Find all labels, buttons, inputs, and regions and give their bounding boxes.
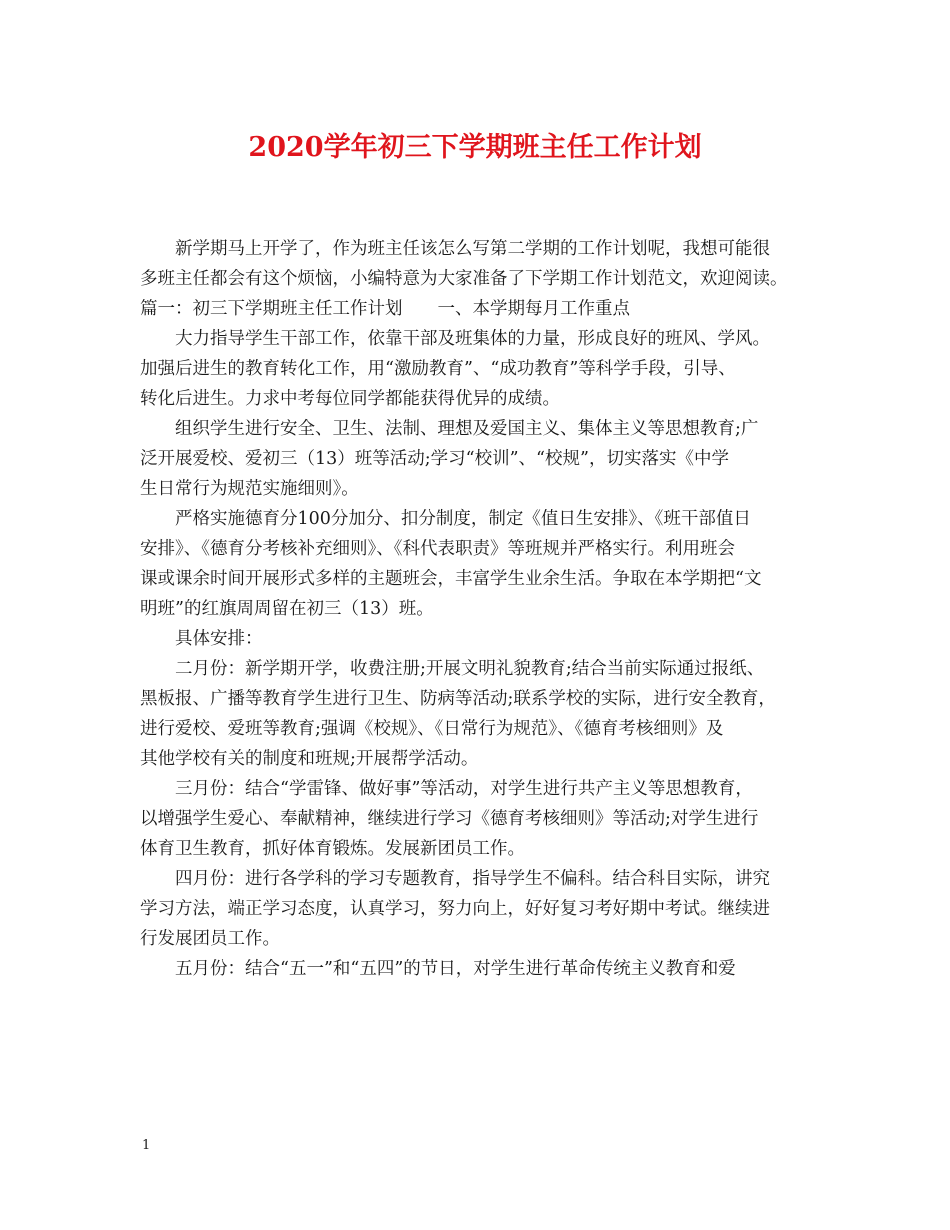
text-line: 安排》、《德育分考核补充细则》、《科代表职责》等班规并严格实行。利用班会 xyxy=(140,539,735,559)
text-line: 严格实施德育分100分加分、扣分制度，制定《值日生安排》、《班干部值日 xyxy=(175,509,751,529)
document-body xyxy=(140,234,830,984)
text-line: 明班”的红旗周周留在初三（13）班。 xyxy=(140,599,434,619)
text-line: 组织学生进行安全、卫生、法制、理想及爱国主义、集体主义等思想教育;广 xyxy=(175,419,759,439)
text-line: 大力指导学生干部工作，依靠干部及班集体的力量，形成良好的班风、学风。 xyxy=(175,329,770,349)
paragraph-rules xyxy=(140,504,830,624)
document-title: 2020学年初三下学期班主任工作计划 xyxy=(248,132,702,163)
text-line: 课或课余时间开展形式多样的主题班会，丰富学生业余生活。争取在本学期把“文 xyxy=(140,569,762,589)
text-line: 转化后进生。力求中考每位同学都能获得优异的成绩。 xyxy=(140,389,560,409)
text-line: 其他学校有关的制度和班规;开展帮学活动。 xyxy=(140,749,479,769)
text-line: 三月份：结合“学雷锋、做好事”等活动，对学生进行共产主义等思想教育， xyxy=(175,779,753,799)
text-line: 以增强学生爱心、奉献精神，继续进行学习《德育考核细则》等活动;对学生进行 xyxy=(140,809,759,829)
text-line: 四月份：进行各学科的学习专题教育，指导学生不偏科。结合科目实际，讲究 xyxy=(175,869,770,889)
text-line: 五月份：结合“五一”和“五四”的节日，对学生进行革命传统主义教育和爱 xyxy=(175,959,736,979)
text-line: 生日常行为规范实施细则》。 xyxy=(140,479,359,499)
paragraph-intro xyxy=(140,234,830,324)
text-line: 多班主任都会有这个烦恼，小编特意为大家准备了下学期工作计划范文，欢迎阅读。 xyxy=(140,269,788,289)
text-line: 黑板报、广播等教育学生进行卫生、防病等活动;联系学校的实际，进行安全教育， xyxy=(140,689,776,709)
text-line: 二月份：新学期开学，收费注册;开展文明礼貌教育;结合当前实际通过报纸、 xyxy=(175,659,765,679)
text-line: 进行爱校、爱班等教育;强调《校规》、《日常行为规范》、《德育考核细则》及 xyxy=(140,719,724,739)
text-line: 加强后进生的教育转化工作，用“激励教育”、“成功教育”等科学手段，引导、 xyxy=(140,359,736,379)
paragraph-may xyxy=(140,954,830,984)
paragraph-february xyxy=(140,654,830,774)
page-number: 1 xyxy=(142,1138,151,1153)
text-line: 行发展团员工作。 xyxy=(140,929,280,949)
text-line: 新学期马上开学了，作为班主任该怎么写第二学期的工作计划呢，我想可能很 xyxy=(175,239,770,259)
text-line: 学习方法，端正学习态度，认真学习，努力向上，好好复习考好期中考试。继续进 xyxy=(140,899,770,919)
paragraph-march xyxy=(140,774,830,864)
paragraph-april xyxy=(140,864,830,954)
paragraph-cadre-work xyxy=(140,324,830,414)
text-line: 篇一：初三下学期班主任工作计划 一、本学期每月工作重点 xyxy=(140,299,630,319)
paragraph-schedule-heading xyxy=(140,624,830,654)
paragraph-education xyxy=(140,414,830,504)
text-line: 具体安排： xyxy=(175,629,263,649)
text-line: 泛开展爱校、爱初三（13）班等活动;学习“校训”、“校规”，切实落实《中学 xyxy=(140,449,729,469)
text-line: 体育卫生教育，抓好体育锻炼。发展新团员工作。 xyxy=(140,839,525,859)
